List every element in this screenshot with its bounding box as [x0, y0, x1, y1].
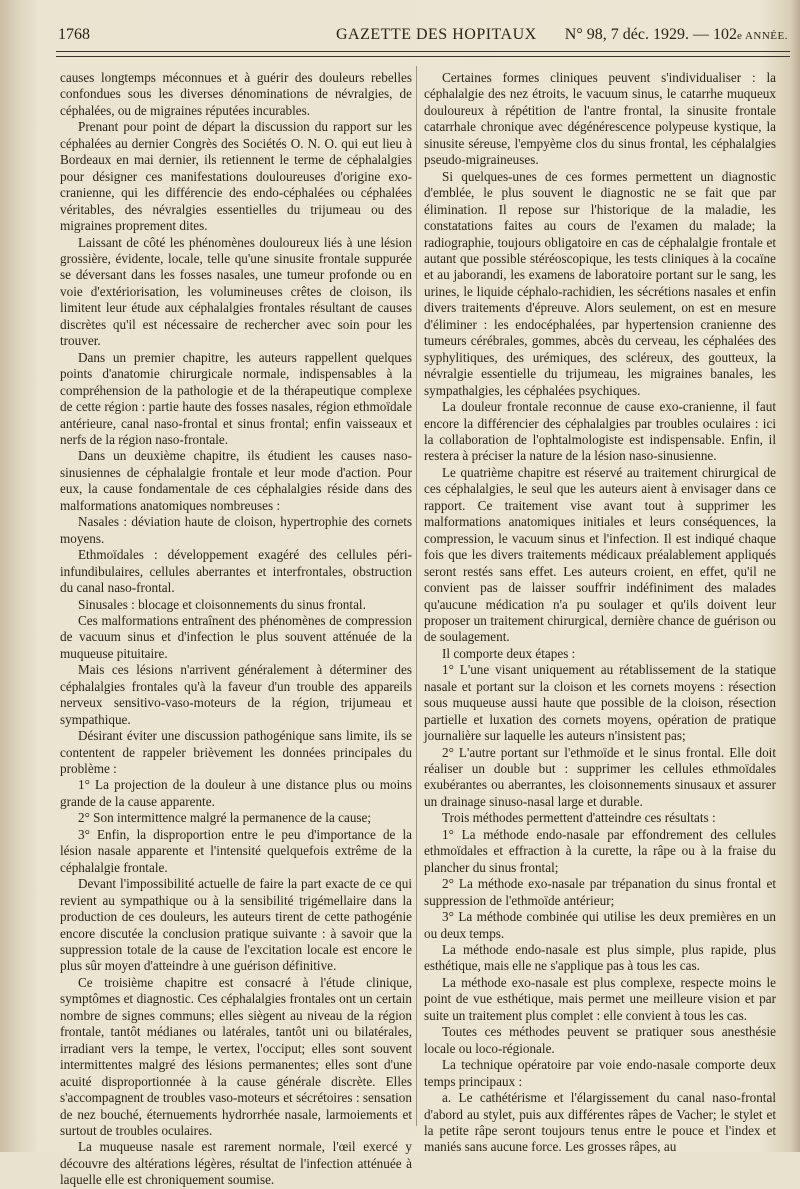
header-rule-top: [56, 51, 790, 52]
paragraph: Désirant éviter une discussion pathogénique sans limite, ils se contentent de rappeler brièvement les données principales du problème :: [60, 728, 412, 777]
paragraph: Trois méthodes permettent d'atteindre ces résultats :: [442, 810, 716, 826]
issue-date: N° 98, 7 déc. 1929. — 102: [564, 26, 737, 43]
left-column: [60, 70, 412, 1189]
paragraph: 1° L'une visant uniquement au rétablissement de la statique nasale et portant sur la cloison et les cornets moyens : résection sous muqueuse aussi haute que possible de la cloison, résection partielle et luxation des cornets moyens, opération de pratique journalière sur laquelle les auteurs n'insistent pas;: [424, 662, 776, 744]
paragraph: Dans un deuxième chapitre, ils étudient les causes naso-sinusiennes de céphalalgie frontale et leur mode d'action. Pour eux, la cause fondamentale de ces céphalalgies réside dans des malformations anatomiques nombreuses :: [60, 448, 412, 513]
right-column: [424, 70, 776, 1156]
paragraph: 2° Son intermittence malgré la permanence de la cause;: [78, 810, 372, 826]
paragraph: Il comporte deux étapes :: [442, 645, 576, 661]
paragraph: Laissant de côté les phénomènes douloureux liés à une lésion grossière, évidente, locale, telle qu'une sinusite frontale suppurée se déversant dans les fosses nasales, une tumeur profonde ou en voie d'extériorisation, les volumineuses crêtes de cloison, ils limitent leur étude aux céphalalgies frontales résultant de causes discrètes qu'il est nécessaire de rechercher avec soin pour les trouver.: [60, 234, 412, 349]
paragraph: Certaines formes cliniques peuvent s'individualiser : la céphalalgie des nez étroits, le vacuum sinus, le catarrhe muqueux douloureux à répétition de l'antre frontal, la sinusite frontale catarrhale chronique avec dégénérescence polypeuse kystique, la sinusite séreuse, l'empyème clos du sinus frontal, les céphalalgies pseudo-migraineuses.: [424, 70, 776, 168]
paragraph: a. Le cathétérisme et l'élargissement du canal naso-frontal d'abord au stylet, puis aux différentes râpes de Vacher; le stylet et la petite râpe seront toujours tenus entre le pouce et l'index et maniés sans aucune force. Les grosses râpes, au: [424, 1090, 776, 1155]
paragraph: La technique opératoire par voie endo-nasale comporte deux temps principaux :: [424, 1057, 776, 1089]
header-rule-bottom: [56, 56, 790, 57]
journal-title: GAZETTE DES HOPITAUX: [336, 26, 537, 43]
column-divider: [416, 66, 417, 1126]
paragraph: Ces malformations entraînent des phénomènes de compression de vacuum sinus et d'infection le plus souvent atténuée de la muqueuse pituitaire.: [60, 612, 412, 661]
paragraph: Si quelques-unes de ces formes permettent un diagnostic d'emblée, le plus souvent le diagnostic ne se fait que par élimination. Il repose sur l'historique de la maladie, les constatations faites au cours de l'examen du malade; la radiographie, toujours obligatoire en cas de céphalalgie frontale et autant que possible stéréoscopique, les tests cliniques à la cocaïne et au jaborandi, les examens de laboratoire portant sur le sang, les urines, le liquide céphalo-rachidien, les sécrétions nasales et enfin divers traitements d'épreuve. Alors seulement, on est en mesure d'éliminer : les endocéphalées, par hypertension cranienne des tumeurs cérébrales, gommes, abcès du cerveau, les céphalées des syphylitiques, des urémiques, des scléreux, des goutteux, la névralgie essentielle du trijumeau, les migraines banales, les sympathalgies, les céphalées psychiques.: [424, 168, 776, 398]
paragraph: Le quatrième chapitre est réservé au traitement chirurgical de ces céphalalgies, le seul que les auteurs aient à envisager dans ce rapport. Ce traitement vise avant tout à supprimer les malformations anatomiques initiales et leurs conséquences, la compression, le vacuum sinus et l'infection. Il est indiqué chaque fois que les divers traitements médicaux préalablement appliqués seront restés sans effet. Les auteurs croient, en effet, qu'il ne convient pas de laisser souffrir indéfiniment des malades qu'aucune médication n'a pu soulager et qu'ils doivent leur proposer un traitement chirurgical, dernière chance de guérison ou de soulagement.: [424, 464, 776, 645]
paragraph: causes longtemps méconnues et à guérir des douleurs rebelles confondues sous les diverses dénominations de névralgies, de céphalées, ou de migraines réputées incurables.: [60, 70, 412, 118]
paragraph: Mais ces lésions n'arrivent généralement à déterminer des céphalalgies frontales qu'à la faveur d'un trouble des appareils nerveux sensitivo-vaso-moteurs de la région, trijumeau et sympathique.: [60, 662, 412, 727]
paragraph: La muqueuse nasale est rarement normale, l'œil exercé y découvre des altérations légères, résultat de l'infection atténuée à laquelle elle est chroniquement soumise.: [60, 1139, 412, 1188]
issue-info: [565, 26, 788, 44]
paragraph: Prenant pour point de départ la discussion du rapport sur les céphalées au dernier Congrès des Sociétés O. N. O. qui eut lieu à Bordeaux en mai dernier, ils retiennent le terme de céphalalgies pour désigner ces manifestations douloureuses d'origine exo-cranienne, qui les différencie des endo-céphalées ou céphalées véritables, des névralgies essentielles du trijumeau ou des migraines proprement dites.: [60, 119, 412, 234]
paragraph: 3° Enfin, la disproportion entre le peu d'importance de la lésion nasale apparente et l'intensité quelquefois extrême de la céphalalgie frontale.: [60, 826, 412, 875]
page-number: 1768: [58, 26, 90, 43]
paragraph: La méthode endo-nasale est plus simple, plus rapide, plus esthétique, mais elle ne s'applique pas à tous les cas.: [424, 942, 776, 974]
paragraph: Dans un premier chapitre, les auteurs rappellent quelques points d'anatomie chirurgicale normale, indispensables à la compréhension de la pathologie et de la thérapeutique complexe de cette région : partie haute des fosses nasales, région ethmoïdale antérieure, canal naso-frontal et sinus frontal; enfin vaisseaux et nerfs de la région naso-frontale.: [60, 349, 412, 447]
paragraph: Sinusales : blocage et cloisonnements du sinus frontal.: [78, 596, 366, 612]
paragraph: Devant l'impossibilité actuelle de faire la part exacte de ce qui revient au sympathique ou à la sensibilité trigémellaire dans la production de ces douleurs, les auteurs tirent de cette pathogénie encore discutée la conclusion pratique suivante : à savoir que la suppression totale de la cause de l'excitation locale est encore le plus sûr moyen d'atteindre à une guérison définitive.: [60, 876, 412, 974]
paragraph: Ce troisième chapitre est consacré à l'étude clinique, symptômes et diagnostic. Ces céphalalgies frontales ont un certain nombre de signes communs; elles siègent au niveau de la région frontale, tantôt médianes ou latérales, tantôt uni ou bilatérales, irradiant vers la tempe, le vertex, l'occiput; elles sont souvent intermittentes malgré des lésions permanentes; elles sont d'une acuité disproportionnée à la cause générale discrète. Elles s'accompagnent de troubles vaso-moteurs et sécrétoires : sensation de nez bouché, éternuements hydrorrhée nasale, larmoiements et surtout de troubles oculaires.: [60, 974, 412, 1138]
paragraph: Ethmoïdales : développement exagéré des cellules péri-infundibulaires, cellules aberrantes et interfrontales, obstruction du canal naso-frontal.: [60, 547, 412, 596]
paragraph: 1° La projection de la douleur à une distance plus ou moins grande de la cause apparente.: [60, 777, 412, 809]
paragraph: Toutes ces méthodes peuvent se pratiquer sous anesthésie locale ou loco-régionale.: [424, 1024, 776, 1056]
paragraph: La méthode exo-nasale est plus complexe, respecte moins le point de vue esthétique, mais permet une meilleure vision et par suite un traitement plus complet : elle convient à tous les cas.: [424, 974, 776, 1023]
paragraph: 2° L'autre portant sur l'ethmoïde et le sinus frontal. Elle doit réaliser un double but : supprimer les cellules ethmoïdales exubérantes ou aberrantes, les cloisonnements sinusaux et assurer un drainage sinuso-nasal large et durable.: [424, 744, 776, 809]
paragraph: Nasales : déviation haute de cloison, hypertrophie des cornets moyens.: [60, 514, 412, 546]
paragraph: 3° La méthode combinée qui utilise les deux premières en un ou deux temps.: [424, 909, 776, 941]
issue-year: e ANNÉE.: [736, 30, 788, 42]
paragraph: 1° La méthode endo-nasale par effondrement des cellules ethmoïdales et effraction à la curette, la râpe ou à la fraise du plancher du sinus frontal;: [424, 826, 776, 875]
paragraph: 2° La méthode exo-nasale par trépanation du sinus frontal et suppression de l'ethmoïde antérieur;: [424, 876, 776, 908]
page-header: [58, 26, 788, 50]
paragraph: La douleur frontale reconnue de cause exo-cranienne, il faut encore la différencier des céphalalgies par troubles oculaires : ici la collaboration de l'ophtalmologiste est indispensable. Enfin, il restera à préciser la nature de la lésion naso-sinusienne.: [424, 399, 776, 464]
